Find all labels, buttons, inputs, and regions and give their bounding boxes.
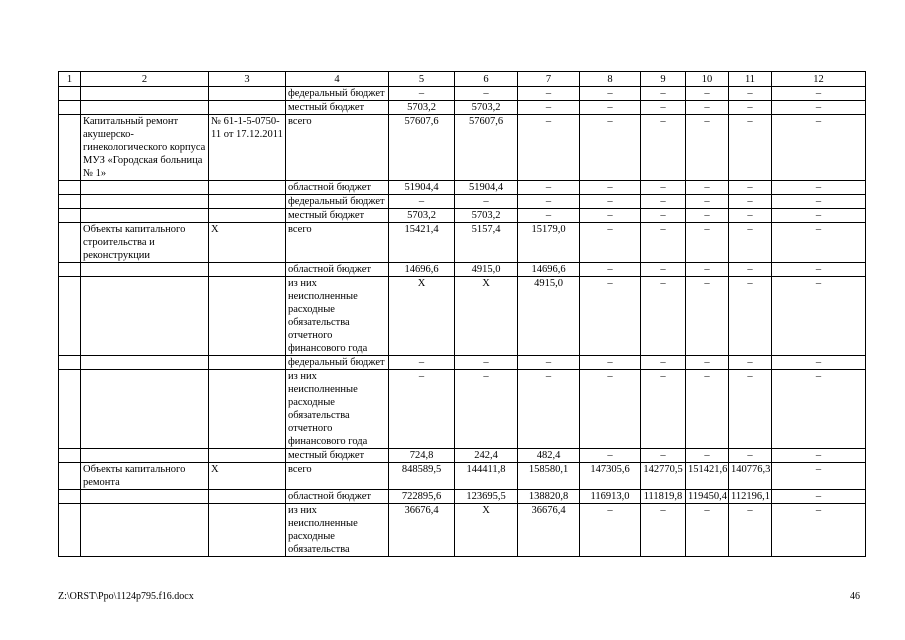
table-cell (209, 209, 286, 223)
table-cell: 123695,5 (455, 490, 518, 504)
table-cell: – (772, 490, 866, 504)
table-cell (81, 195, 209, 209)
table-cell: 57607,6 (455, 115, 518, 181)
table-row (59, 463, 866, 490)
table-cell: 5703,2 (389, 101, 455, 115)
table-cell (59, 195, 81, 209)
column-header: 11 (729, 72, 772, 87)
table-cell: – (729, 195, 772, 209)
table-cell: – (729, 115, 772, 181)
table-cell: – (580, 181, 641, 195)
table-cell (81, 209, 209, 223)
table-cell: 724,8 (389, 449, 455, 463)
table-cell: всего (286, 223, 389, 263)
table-cell (209, 504, 286, 557)
table-cell: 15179,0 (518, 223, 580, 263)
table-cell: 158580,1 (518, 463, 580, 490)
column-header: 10 (686, 72, 729, 87)
table-cell: 138820,8 (518, 490, 580, 504)
table-cell: 14696,6 (518, 263, 580, 277)
table-cell (209, 263, 286, 277)
table-cell: – (455, 195, 518, 209)
table-cell: – (729, 87, 772, 101)
column-header: 9 (641, 72, 686, 87)
table-cell: – (641, 263, 686, 277)
table-cell: – (641, 356, 686, 370)
table-row (59, 356, 866, 370)
table-cell: – (772, 356, 866, 370)
table-cell: – (772, 181, 866, 195)
table-cell (59, 223, 81, 263)
table-row (59, 101, 866, 115)
table-cell: 57607,6 (389, 115, 455, 181)
table-cell: – (641, 277, 686, 356)
table-cell: 111819,8 (641, 490, 686, 504)
table-cell: – (772, 370, 866, 449)
table-cell: 144411,8 (455, 463, 518, 490)
table-cell: – (772, 115, 866, 181)
table-cell: – (518, 209, 580, 223)
table-cell: Объекты капитального ремонта (81, 463, 209, 490)
table-cell (209, 181, 286, 195)
table-row (59, 195, 866, 209)
table-cell: 5157,4 (455, 223, 518, 263)
table-cell: – (641, 504, 686, 557)
column-header: 3 (209, 72, 286, 87)
table-cell: областной бюджет (286, 263, 389, 277)
table-cell: из них неисполненные расходные обязательства (286, 504, 389, 557)
table-cell: – (772, 277, 866, 356)
table-cell (81, 370, 209, 449)
table-cell: – (641, 101, 686, 115)
table-cell: – (455, 370, 518, 449)
table-cell: – (772, 101, 866, 115)
table-cell: – (772, 87, 866, 101)
table-cell: – (772, 223, 866, 263)
table-cell (59, 263, 81, 277)
header-row (59, 72, 866, 87)
table-cell: федеральный бюджет (286, 87, 389, 101)
table-cell: 36676,4 (518, 504, 580, 557)
column-header: 7 (518, 72, 580, 87)
table-cell: 4915,0 (518, 277, 580, 356)
table-cell: Объекты капитального строительства и реконструкции (81, 223, 209, 263)
table-cell (81, 449, 209, 463)
table-cell: Х (455, 277, 518, 356)
table-cell: 5703,2 (455, 209, 518, 223)
table-cell: – (729, 181, 772, 195)
table-cell: 51904,4 (455, 181, 518, 195)
table-cell (81, 277, 209, 356)
table-row (59, 449, 866, 463)
table-cell: 14696,6 (389, 263, 455, 277)
table-cell: – (686, 87, 729, 101)
table-row (59, 209, 866, 223)
table-row (59, 223, 866, 263)
table-cell: федеральный бюджет (286, 356, 389, 370)
table-cell: – (772, 449, 866, 463)
table-cell: – (518, 87, 580, 101)
table-cell (81, 490, 209, 504)
table-cell: Капитальный ремонт акушерско-гинекологического корпуса МУЗ «Городская больница № 1» (81, 115, 209, 181)
table-cell: 5703,2 (455, 101, 518, 115)
table-cell: – (729, 101, 772, 115)
table-cell: 242,4 (455, 449, 518, 463)
table-row (59, 263, 866, 277)
table-cell: Х (389, 277, 455, 356)
table-cell: – (389, 370, 455, 449)
table-cell: – (772, 263, 866, 277)
table-cell: – (518, 356, 580, 370)
table-cell: 848589,5 (389, 463, 455, 490)
table-cell (59, 463, 81, 490)
table-cell: – (389, 195, 455, 209)
table-cell: 116913,0 (580, 490, 641, 504)
table-cell: – (389, 356, 455, 370)
table-cell: – (641, 209, 686, 223)
table-cell (209, 449, 286, 463)
table-cell: 112196,1 (729, 490, 772, 504)
table-cell: местный бюджет (286, 449, 389, 463)
table-cell: 140776,3 (729, 463, 772, 490)
table-cell (81, 263, 209, 277)
table-cell: – (580, 504, 641, 557)
table-cell: – (686, 181, 729, 195)
table-cell: – (686, 504, 729, 557)
table-cell: – (580, 223, 641, 263)
table-row (59, 277, 866, 356)
table-cell (59, 277, 81, 356)
table-cell (209, 277, 286, 356)
table-cell (81, 101, 209, 115)
table-cell (59, 504, 81, 557)
column-header: 4 (286, 72, 389, 87)
table-cell: – (389, 87, 455, 101)
table-cell (81, 87, 209, 101)
budget-table (58, 71, 866, 557)
table-cell: – (580, 263, 641, 277)
table-cell (209, 101, 286, 115)
table-cell: – (580, 101, 641, 115)
table-cell (59, 490, 81, 504)
table-cell: – (729, 277, 772, 356)
table-cell: – (580, 209, 641, 223)
table-cell: – (455, 87, 518, 101)
table-cell (209, 87, 286, 101)
table-cell: Х (455, 504, 518, 557)
table-cell: 119450,4 (686, 490, 729, 504)
table-cell: – (518, 370, 580, 449)
table-cell: 142770,5 (641, 463, 686, 490)
table-cell: – (641, 115, 686, 181)
table-cell: – (772, 209, 866, 223)
table-cell: 4915,0 (455, 263, 518, 277)
table-cell: – (729, 370, 772, 449)
table-cell: – (518, 181, 580, 195)
table-cell: 36676,4 (389, 504, 455, 557)
table-cell: – (686, 115, 729, 181)
column-header: 5 (389, 72, 455, 87)
table-row (59, 115, 866, 181)
table-cell: местный бюджет (286, 209, 389, 223)
table-cell: Х (209, 223, 286, 263)
table-cell: – (772, 463, 866, 490)
table-cell: – (686, 195, 729, 209)
table-cell (59, 356, 81, 370)
table-row (59, 504, 866, 557)
table-cell: местный бюджет (286, 101, 389, 115)
column-header: 8 (580, 72, 641, 87)
table-cell: 722895,6 (389, 490, 455, 504)
table-cell: – (580, 277, 641, 356)
table-cell: – (729, 263, 772, 277)
table-cell: – (641, 449, 686, 463)
table-cell: – (641, 87, 686, 101)
column-header: 1 (59, 72, 81, 87)
table-cell: федеральный бюджет (286, 195, 389, 209)
table-cell: – (518, 101, 580, 115)
table-row (59, 181, 866, 195)
table-cell: – (772, 195, 866, 209)
table-cell: – (686, 370, 729, 449)
table-cell: – (580, 195, 641, 209)
column-header: 2 (81, 72, 209, 87)
table-cell: – (641, 181, 686, 195)
table-cell (59, 181, 81, 195)
table-cell (209, 195, 286, 209)
table-row (59, 370, 866, 449)
table-cell: – (518, 115, 580, 181)
table-cell: – (580, 370, 641, 449)
table-cell (81, 181, 209, 195)
table-cell: 147305,6 (580, 463, 641, 490)
table-cell (59, 87, 81, 101)
table-cell (59, 370, 81, 449)
table-cell: всего (286, 463, 389, 490)
table-row (59, 490, 866, 504)
table-cell: – (686, 356, 729, 370)
table-cell: Х (209, 463, 286, 490)
table-cell (59, 449, 81, 463)
table-cell: всего (286, 115, 389, 181)
table-cell (209, 490, 286, 504)
table-cell: из них неисполненные расходные обязательства отчетного финансового года (286, 277, 389, 356)
table-cell: – (455, 356, 518, 370)
table-cell: – (686, 449, 729, 463)
table-cell: из них неисполненные расходные обязательства отчетного финансового года (286, 370, 389, 449)
table-cell: – (729, 223, 772, 263)
table-cell: – (641, 370, 686, 449)
table-cell: областной бюджет (286, 490, 389, 504)
table-cell: – (729, 449, 772, 463)
table-cell: – (686, 223, 729, 263)
table-cell (59, 115, 81, 181)
table-cell: 482,4 (518, 449, 580, 463)
table-cell (81, 504, 209, 557)
table-cell (59, 209, 81, 223)
table-cell: – (686, 209, 729, 223)
table-cell (209, 370, 286, 449)
table-cell: – (580, 449, 641, 463)
table-cell: – (729, 356, 772, 370)
table-cell: – (772, 504, 866, 557)
page-number: 46 (850, 591, 860, 602)
table-cell: 15421,4 (389, 223, 455, 263)
table-cell (59, 101, 81, 115)
table-cell: – (686, 263, 729, 277)
table-cell: – (641, 195, 686, 209)
table-cell: – (580, 356, 641, 370)
table-cell: – (580, 87, 641, 101)
table-cell: – (641, 223, 686, 263)
table-cell: – (686, 277, 729, 356)
document-path: Z:\ORST\Ppo\1124p795.f16.docx (58, 591, 194, 602)
table-cell: – (729, 209, 772, 223)
table-cell: – (729, 504, 772, 557)
table-cell (81, 356, 209, 370)
table-cell (209, 356, 286, 370)
table-cell: 151421,6 (686, 463, 729, 490)
table-cell: 5703,2 (389, 209, 455, 223)
column-header: 12 (772, 72, 866, 87)
table-cell: – (580, 115, 641, 181)
column-header: 6 (455, 72, 518, 87)
table-cell: № 61-1-5-0750-11 от 17.12.2011 (209, 115, 286, 181)
table-cell: 51904,4 (389, 181, 455, 195)
table-row (59, 87, 866, 101)
table-cell: областной бюджет (286, 181, 389, 195)
table-cell: – (686, 101, 729, 115)
table-cell: – (518, 195, 580, 209)
